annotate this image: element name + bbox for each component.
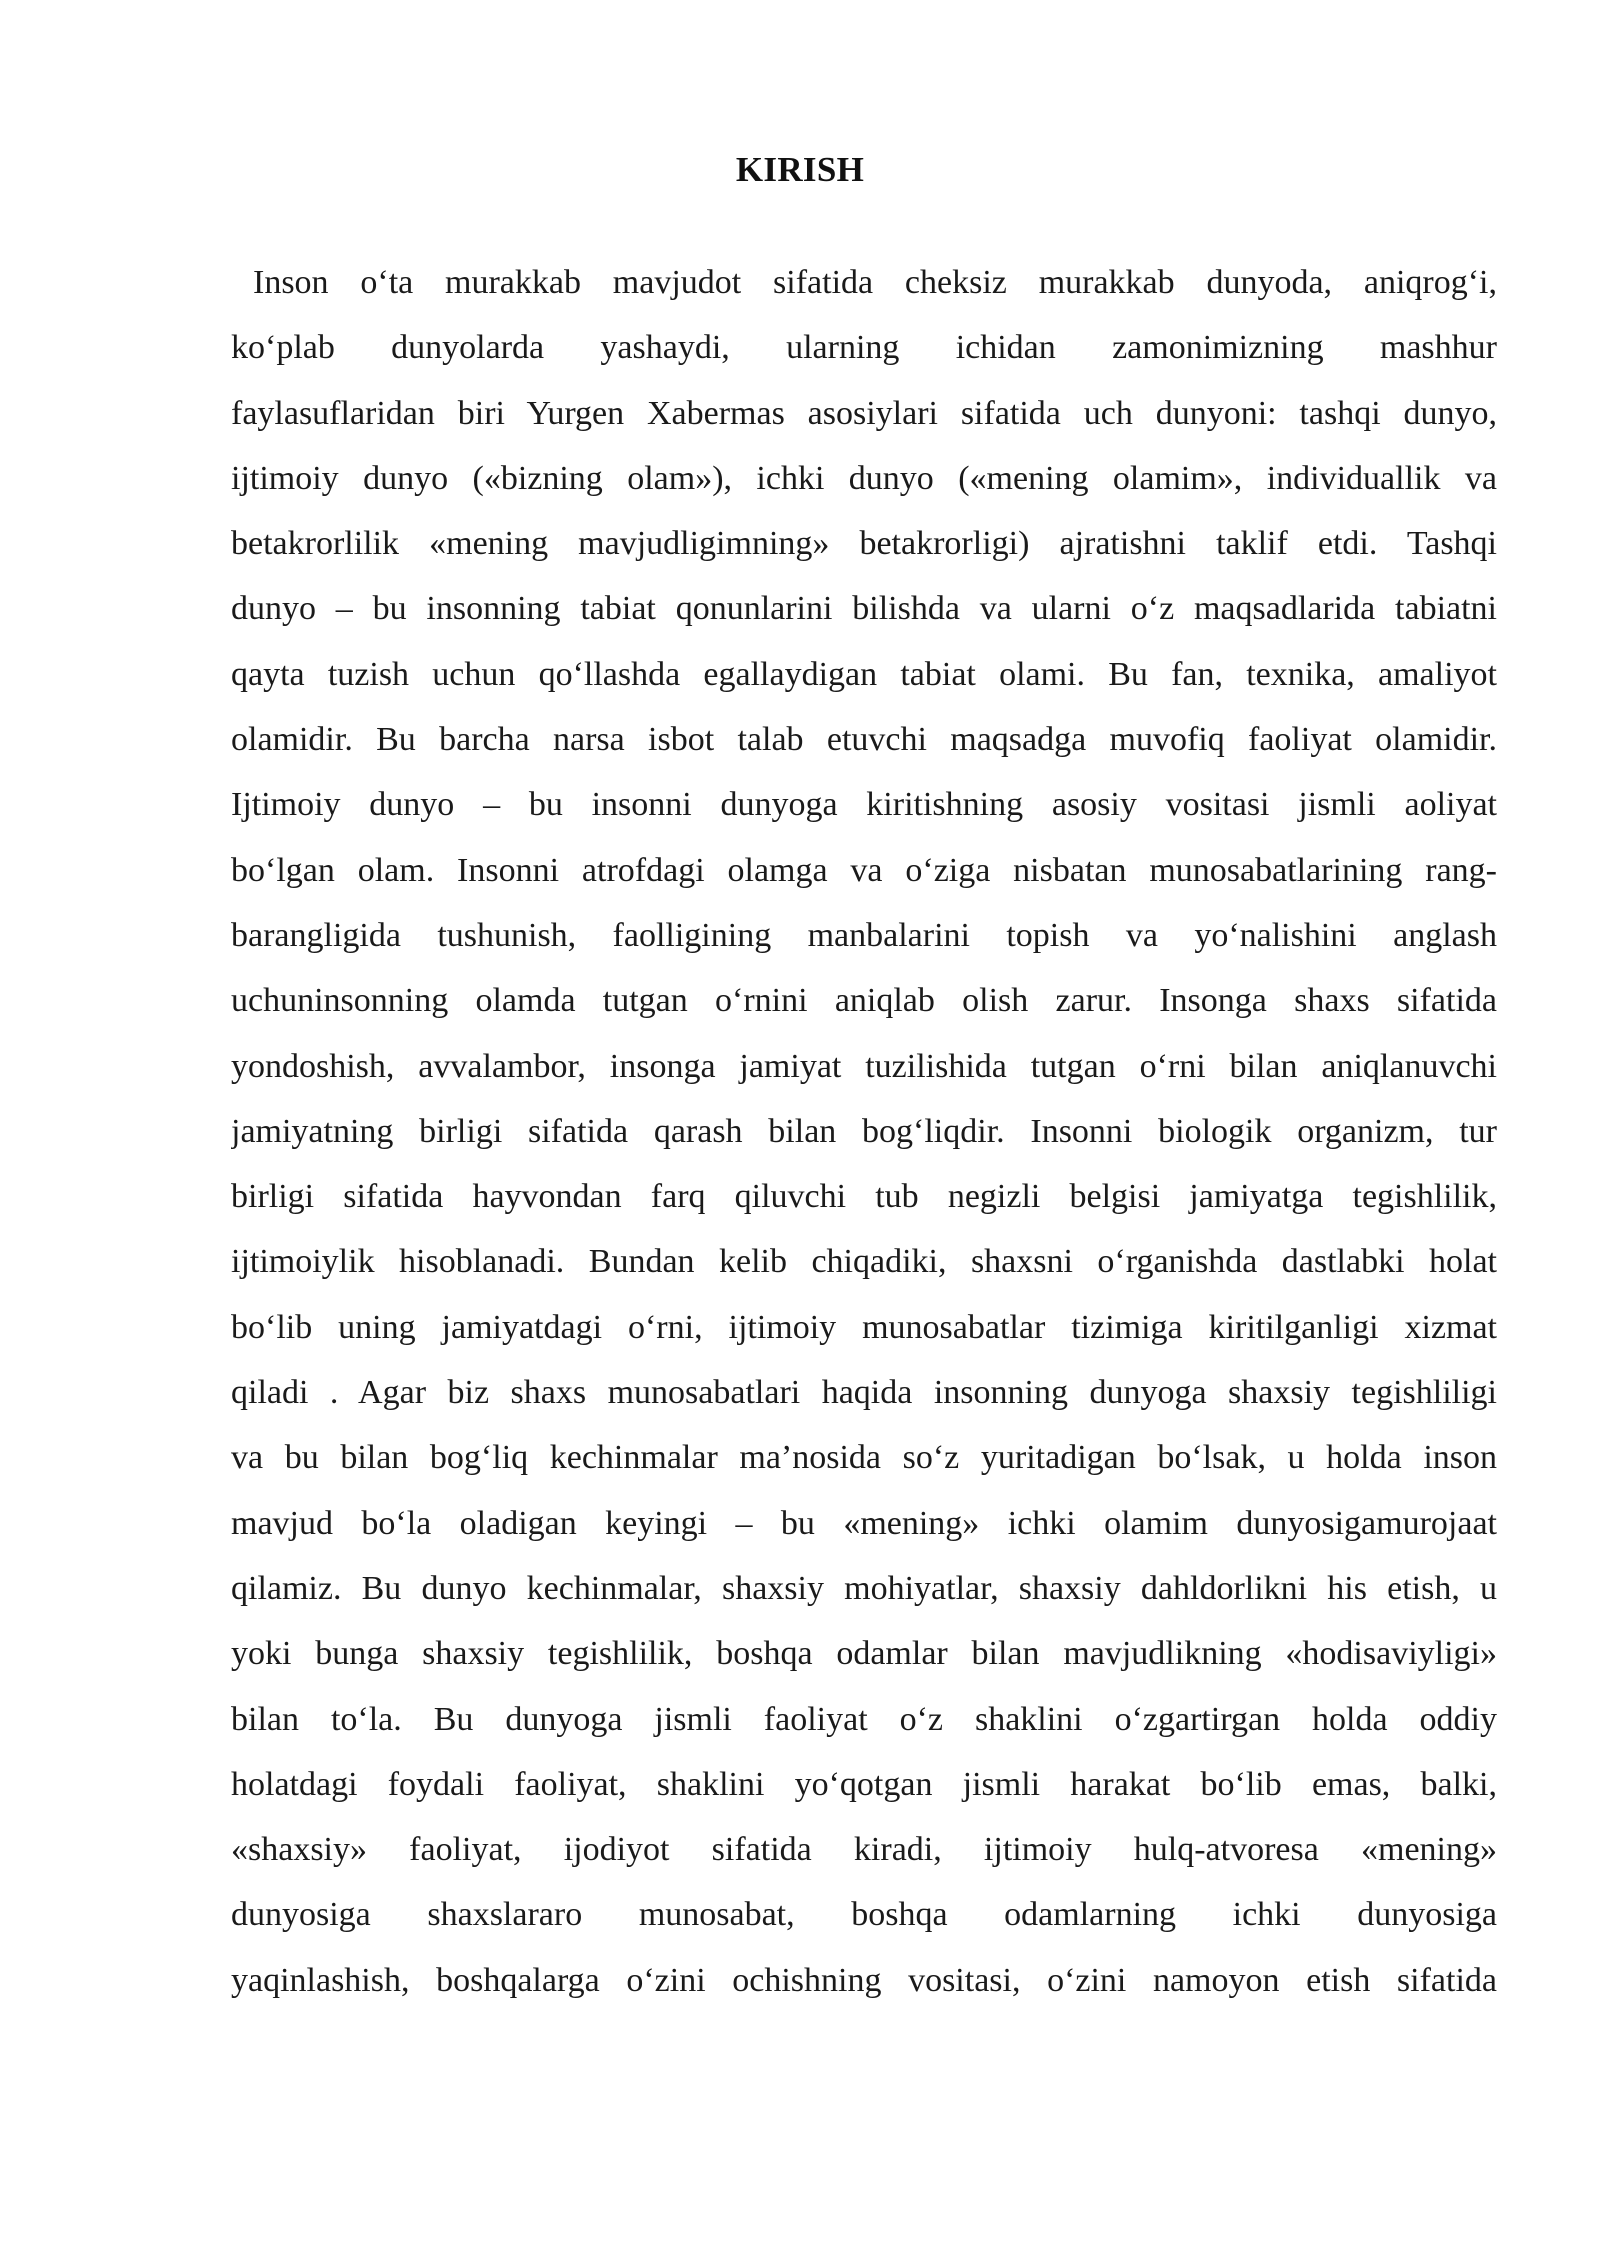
text-line: holatdagi foydali faoliyat, shaklini yo‘qotgan jismli harakat bo‘lib emas, balki, bbox=[231, 1765, 1497, 1803]
text-line: yondoshish, avvalambor, insonga jamiyat tuzilishida tutgan o‘rni bilan aniqlanuvchi bbox=[231, 1047, 1497, 1085]
text-line: va bu bilan bog‘liq kechinmalar ma’nosida so‘z yuritadigan bo‘lsak, u holda inson bbox=[231, 1439, 1497, 1477]
text-line: qayta tuzish uchun qo‘llashda egallaydigan tabiat olami. Bu fan, texnika, amaliyot bbox=[231, 655, 1497, 693]
text-line: «shaxsiy» faoliyat, ijodiyot sifatida kiradi, ijtimoiy hulq-atvoresa «mening» bbox=[231, 1831, 1497, 1869]
text-line: Ijtimoiy dunyo – bu insonni dunyoga kiritishning asosiy vositasi jismli aoliyat bbox=[231, 786, 1497, 824]
text-line: ijtimoiylik hisoblanadi. Bundan kelib chiqadiki, shaxsni o‘rganishda dastlabki holat bbox=[231, 1243, 1497, 1281]
text-line: bilan to‘la. Bu dunyoga jismli faoliyat o‘z shaklini o‘zgartirgan holda oddiy bbox=[231, 1700, 1497, 1738]
text-line: qilamiz. Bu dunyo kechinmalar, shaxsiy mohiyatlar, shaxsiy dahldorlikni his etish, u bbox=[231, 1569, 1497, 1607]
text-line: jamiyatning birligi sifatida qarash bilan bog‘liqdir. Insonni biologik organizm, tur bbox=[231, 1112, 1497, 1150]
text-line: barangligida tushunish, faolligining manbalarini topish va yo‘nalishini anglash bbox=[231, 916, 1497, 954]
text-line: dunyo – bu insonning tabiat qonunlarini bilishda va ularni o‘z maqsadlarida tabiatni bbox=[231, 590, 1497, 628]
page-title: KIRISH bbox=[735, 150, 865, 189]
text-line: birligi sifatida hayvondan farq qiluvchi tub negizli belgisi jamiyatga tegishlilik, bbox=[231, 1178, 1497, 1216]
text-line: qiladi . Agar biz shaxs munosabatlari haqida insonning dunyoga shaxsiy tegishliligi bbox=[231, 1374, 1497, 1412]
text-line: Inson o‘ta murakkab mavjudot sifatida cheksiz murakkab dunyoda, aniqrog‘i, bbox=[253, 264, 1497, 301]
text-line: uchuninsonning olamda tutgan o‘rnini aniqlab olish zarur. Insonga shaxs sifatida bbox=[231, 982, 1497, 1020]
text-line: faylasuflaridan biri Yurgen Xabermas asosiylari sifatida uch dunyoni: tashqi dunyo, bbox=[231, 394, 1497, 432]
text-line: yoki bunga shaxsiy tegishlilik, boshqa odamlar bilan mavjudlikning «hodisaviyligi» bbox=[231, 1635, 1497, 1673]
text-line: bo‘lgan olam. Insonni atrofdagi olamga va o‘ziga nisbatan munosabatlarining rang- bbox=[231, 851, 1497, 889]
text-line: bo‘lib uning jamiyatdagi o‘rni, ijtimoiy munosabatlar tizimiga kiritilganligi xizmat bbox=[231, 1308, 1497, 1346]
body-paragraph bbox=[231, 250, 1497, 2013]
text-line: ko‘plab dunyolarda yashaydi, ularning ichidan zamonimizning mashhur bbox=[231, 329, 1497, 367]
text-line: mavjud bo‘la oladigan keyingi – bu «mening» ichki olamim dunyosigamurojaat bbox=[231, 1504, 1497, 1542]
text-line: dunyosiga shaxslararo munosabat, boshqa odamlarning ichki dunyosiga bbox=[231, 1896, 1497, 1934]
text-line: ijtimoiy dunyo («bizning olam»), ichki dunyo («mening olamim», individuallik va bbox=[231, 459, 1497, 497]
text-line: yaqinlashish, boshqalarga o‘zini ochishning vositasi, o‘zini namoyon etish sifatida bbox=[231, 1961, 1497, 1999]
text-line: olamidir. Bu barcha narsa isbot talab etuvchi maqsadga muvofiq faoliyat olamidir. bbox=[231, 721, 1497, 759]
text-line: betakrorlilik «mening mavjudligimning» betakrorligi) ajratishni taklif etdi. Tashqi bbox=[231, 525, 1497, 563]
